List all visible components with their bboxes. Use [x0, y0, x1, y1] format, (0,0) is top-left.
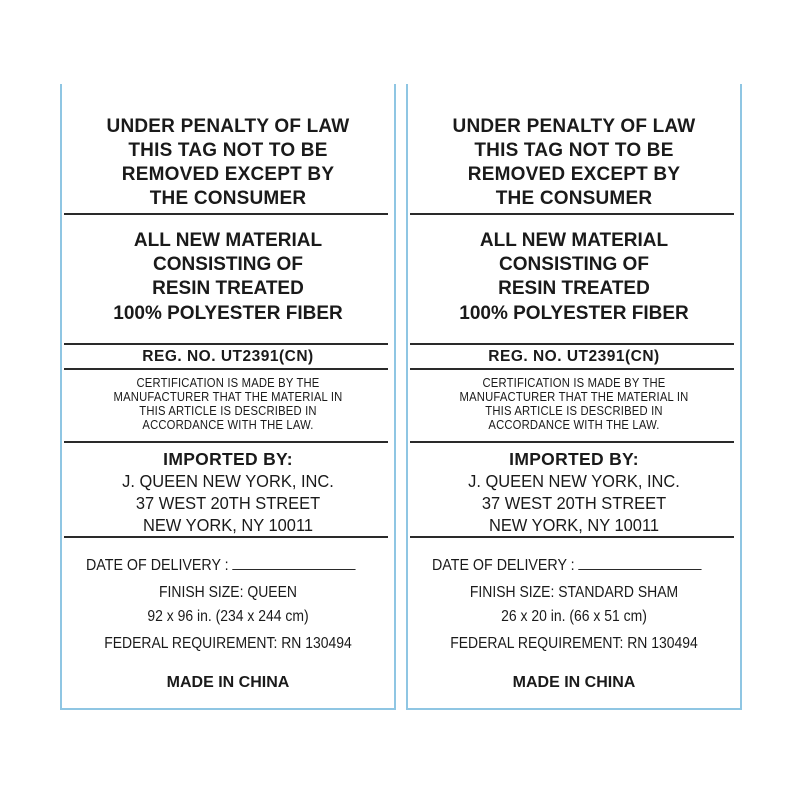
date-of-delivery-label: DATE OF DELIVERY :	[86, 557, 229, 574]
country-of-origin: MADE IN CHINA	[166, 674, 290, 691]
divider	[410, 343, 734, 345]
warning-line: REMOVED EXCEPT BY	[467, 164, 681, 185]
imported-by-label: IMPORTED BY:	[509, 449, 639, 469]
divider	[410, 213, 734, 215]
material-line: RESIN TREATED	[152, 278, 304, 299]
divider	[64, 213, 388, 215]
divider	[64, 536, 388, 538]
material-line: 100% POLYESTER FIBER	[113, 303, 343, 324]
divider	[410, 536, 734, 538]
material-line: 100% POLYESTER FIBER	[459, 303, 689, 324]
certification-line: CERTIFICATION IS MADE BY THE	[482, 376, 666, 390]
importer-line: J. QUEEN NEW YORK, INC.	[122, 471, 334, 491]
certification-line: THIS ARTICLE IS DESCRIBED IN	[139, 404, 317, 418]
finish-size: FINISH SIZE: QUEEN	[159, 584, 297, 601]
certification-line: ACCORDANCE WITH THE LAW.	[142, 418, 314, 432]
law-tag-queen	[60, 84, 396, 710]
divider	[64, 441, 388, 443]
warning-line: THE CONSUMER	[495, 188, 653, 209]
country-of-origin: MADE IN CHINA	[512, 674, 636, 691]
material-line: RESIN TREATED	[498, 278, 650, 299]
warning-line: THIS TAG NOT TO BE	[474, 140, 674, 161]
warning-line: THIS TAG NOT TO BE	[128, 140, 328, 161]
importer-line: 37 WEST 20TH STREET	[135, 493, 321, 513]
registration-number: REG. NO. UT2391(CN)	[488, 348, 660, 365]
certification-line: THIS ARTICLE IS DESCRIBED IN	[485, 404, 663, 418]
divider	[64, 343, 388, 345]
divider	[410, 368, 734, 370]
law-tag-standard-sham	[406, 84, 742, 710]
federal-requirement: FEDERAL REQUIREMENT: RN 130494	[450, 635, 698, 652]
importer-line: J. QUEEN NEW YORK, INC.	[468, 471, 680, 491]
divider	[64, 368, 388, 370]
warning-line: UNDER PENALTY OF LAW	[106, 116, 350, 137]
dimensions: 26 x 20 in. (66 x 51 cm)	[501, 608, 647, 625]
divider	[410, 441, 734, 443]
certification-line: MANUFACTURER THAT THE MATERIAL IN	[113, 390, 343, 404]
material-line: ALL NEW MATERIAL	[133, 230, 323, 251]
date-of-delivery-blank	[578, 569, 701, 570]
certification-line: MANUFACTURER THAT THE MATERIAL IN	[459, 390, 689, 404]
certification-line: ACCORDANCE WITH THE LAW.	[488, 418, 660, 432]
federal-requirement: FEDERAL REQUIREMENT: RN 130494	[104, 635, 352, 652]
certification-line: CERTIFICATION IS MADE BY THE	[136, 376, 320, 390]
material-line: CONSISTING OF	[499, 254, 649, 275]
material-line: ALL NEW MATERIAL	[479, 230, 669, 251]
warning-line: THE CONSUMER	[149, 188, 307, 209]
imported-by-label: IMPORTED BY:	[163, 449, 293, 469]
date-of-delivery-blank	[232, 569, 355, 570]
finish-size: FINISH SIZE: STANDARD SHAM	[469, 584, 679, 601]
date-of-delivery-label: DATE OF DELIVERY :	[432, 557, 575, 574]
warning-line: UNDER PENALTY OF LAW	[452, 116, 696, 137]
importer-line: NEW YORK, NY 10011	[142, 515, 314, 535]
registration-number: REG. NO. UT2391(CN)	[142, 348, 314, 365]
date-of-delivery	[432, 557, 702, 575]
importer-line: 37 WEST 20TH STREET	[481, 493, 667, 513]
importer-line: NEW YORK, NY 10011	[488, 515, 660, 535]
material-line: CONSISTING OF	[153, 254, 303, 275]
dimensions: 92 x 96 in. (234 x 244 cm)	[147, 608, 309, 625]
date-of-delivery	[86, 557, 356, 575]
warning-line: REMOVED EXCEPT BY	[121, 164, 335, 185]
